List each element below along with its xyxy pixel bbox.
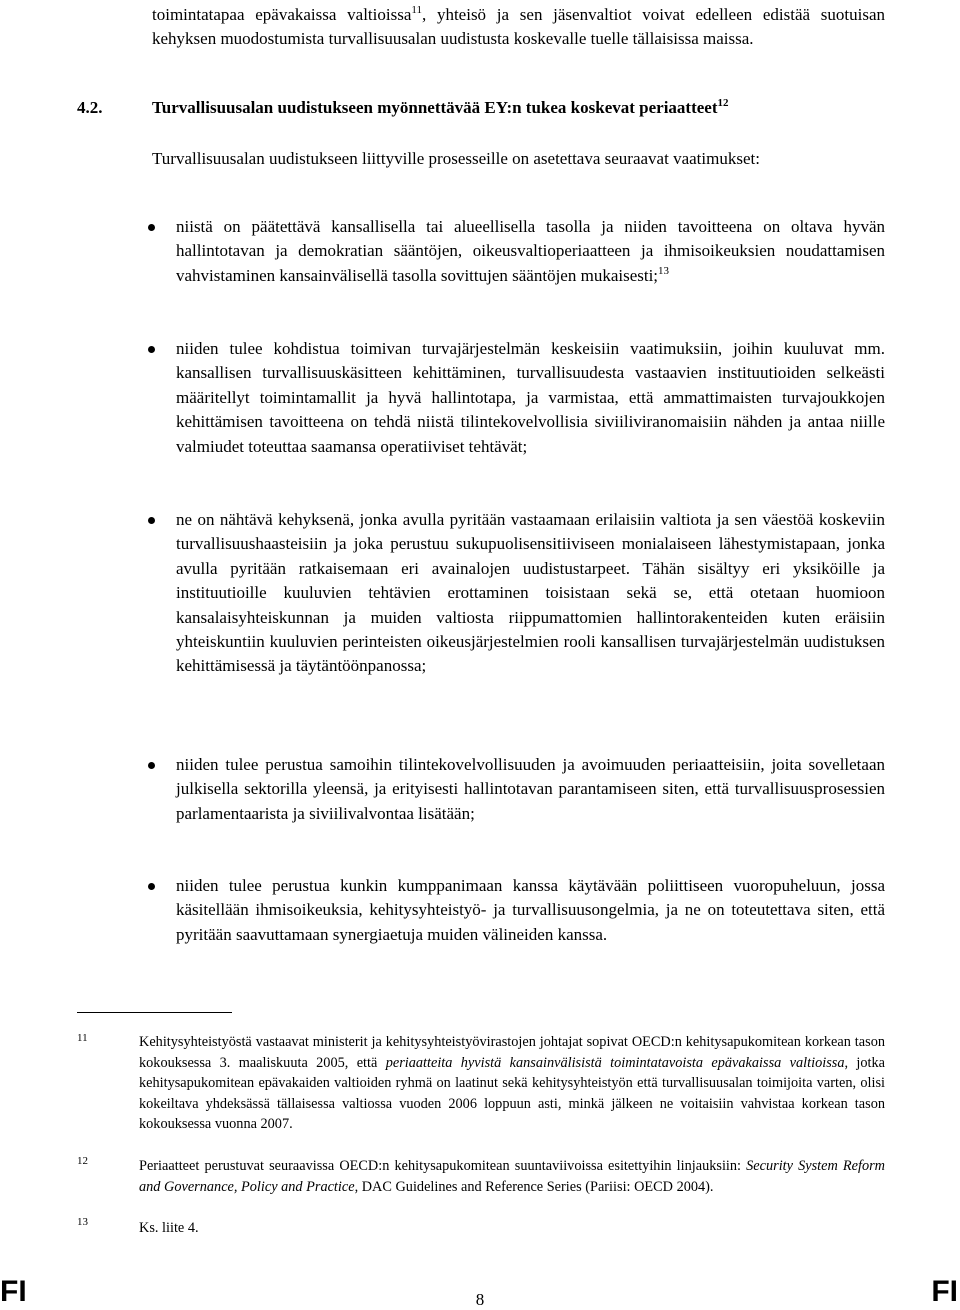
page-number: 8 [475,1290,485,1309]
footnote-text-part: Periaatteet perustuvat seuraavissa OECD:n kehitysapukomitean suuntaviivoissa esitettyihin linjauksiin: [139,1158,747,1174]
footnote-separator [77,1012,232,1013]
footnote-text [139,1156,885,1197]
bullet-marker [148,346,155,353]
list-item: niiden tulee kohdistua toimivan turvajärjestelmän keskeisiin vaatimuksiin, joihin kuuluvat mm. kansallisen turvallisuuskäsitteen kehittäminen, turvallisuudesta vastaavien instituutioiden selkeästi määritellyt toimintamallit ja hyvä hallintotapa, ja varmistaa, että ammattimaisten turvajoukkojen kehittämisen tavoitteena on tehdä niistä tilintekovelvollisia siviiliviranomaisiin nähden ja antaa niille valmiudet toteuttaa saamansa operatiiviset tehtävät; [176,339,885,456]
footnote-text-part: Ks. liite 4. [139,1220,199,1236]
footnote-text-part: , DAC Guidelines and Reference Series (Pariisi: OECD 2004). [354,1178,714,1195]
section-title [152,96,892,120]
footnote-italic-title: Security System Reform and Governance, Policy and Practice [139,1158,886,1195]
footnote-ref-12[interactable]: 12 [717,97,729,109]
list-item: niiden tulee perustua samoihin tilintekovelvollisuuden ja avoimuuden periaatteisiin, joita sovelletaan julkisella sektorilla yleensä, ja erityisesti hallintotavan parantamiseen siten, että turvallisuusprosessien parlamentaarista ja siviilivalvontaa lisätään; [176,755,885,823]
footnote-ref-13[interactable]: 13 [658,264,670,277]
section-number: 4.2. [77,98,103,117]
language-code-left: FI [0,1275,27,1308]
lead-paragraph: Turvallisuusalan uudistukseen liittyville prosesseille on asetettava seuraavat vaatimukset: [152,149,760,168]
intro-paragraph [152,3,885,52]
footnote-text [139,1218,885,1239]
language-code-right: FI [931,1275,958,1308]
bullet-marker [148,883,155,890]
footnote-ref-11[interactable]: 11 [411,4,422,16]
list-item [176,215,885,288]
footnote-number: 12 [77,1155,88,1167]
footnote-text-part: , jotka kehitysapukomitean epävakaiden valtioiden ryhmä on laatinut sekä kehitysyhteistyön että turvallisuusalan toimijoita varten, olisi kokeiltava yhdeksässä tällaisessa valtiossa vuoden 2006 loppuun asti, minkä jälkeen ne voitaisiin vahvistaa korkean tason kokouksessa vuonna 2007. [139,1054,885,1133]
bullet-marker [148,517,155,524]
list-item: niiden tulee perustua kunkin kumppanimaan kanssa käytävään poliittiseen vuoropuheluun, jossa käsitellään ihmisoikeuksia, kehitysyhteistyö- ja turvallisuusongelmia, ja ne on toteutettava siten, että pyritään saavuttamaan synergiaetuja muiden välineiden kanssa. [176,876,885,944]
section-title-text: Turvallisuusalan uudistukseen myönnettävää EY:n tukea koskevat periaatteet [152,98,718,117]
list-item: ne on nähtävä kehyksenä, jonka avulla pyritään vastaamaan erilaisiin valtiota ja sen väestöä koskeviin turvallisuushaasteisiin ja joka perustuu sukupuolisensitiiviseen monialaiseen lähestymistapaan, jonka avulla pyritään ratkaisemaan eri avainalojen uudistustarpeet. Tähän sisältyy eri yksiköille ja instituutioille kuuluvien tehtävien erottaminen toisistaan sekä se, että otetaan huomioon kansalaisyhteiskunnan ja muiden valtiosta riippumattomien hallintorakenteiden kuten eräisiin yhteiskuntiin kuuluvien perinteisten oikeusjärjestelmien rooli kansallisen turvajärjestelmän uudistuksen kehittämisessä ja täytäntöönpanossa; [176,510,885,676]
footnote-text [139,1032,885,1135]
intro-text-start: toimintatapaa epävakaissa valtioissa [152,5,412,24]
footnote-number: 13 [77,1216,88,1228]
footnote-text-part: Kehitysyhteistyöstä vastaavat ministerit ja kehitysyhteistyövirastojen johtajat sopivat OECD:n kehitysapukomitean korkean tason kokouksessa 3. maaliskuuta 2005, että [139,1034,885,1071]
bullet-marker [148,762,155,769]
bullet-marker [148,224,155,231]
footnote-italic-title: periaatteita hyvistä kansainvälisistä toimintatavoista epävakaissa valtioissa [385,1054,845,1071]
intro-text-end: , yhteisö ja sen jäsenvaltiot voivat edelleen edistää suotuisan kehyksen muodostumista turvallisuusalan uudistusta koskevalle tuelle tällaisissa maissa. [152,5,885,49]
list-item-text: niistä on päätettävä kansallisella tai alueellisella tasolla ja niiden tavoitteena on oltava hyvän hallintotavan ja demokratian sääntöjen, oikeusvaltioperiaatteen ja ihmisoikeuksien noudattamisen vahvistaminen kansainvälisellä tasolla sovittujen sääntöjen mukaisesti; [176,217,885,285]
footnote-number: 11 [77,1032,88,1044]
